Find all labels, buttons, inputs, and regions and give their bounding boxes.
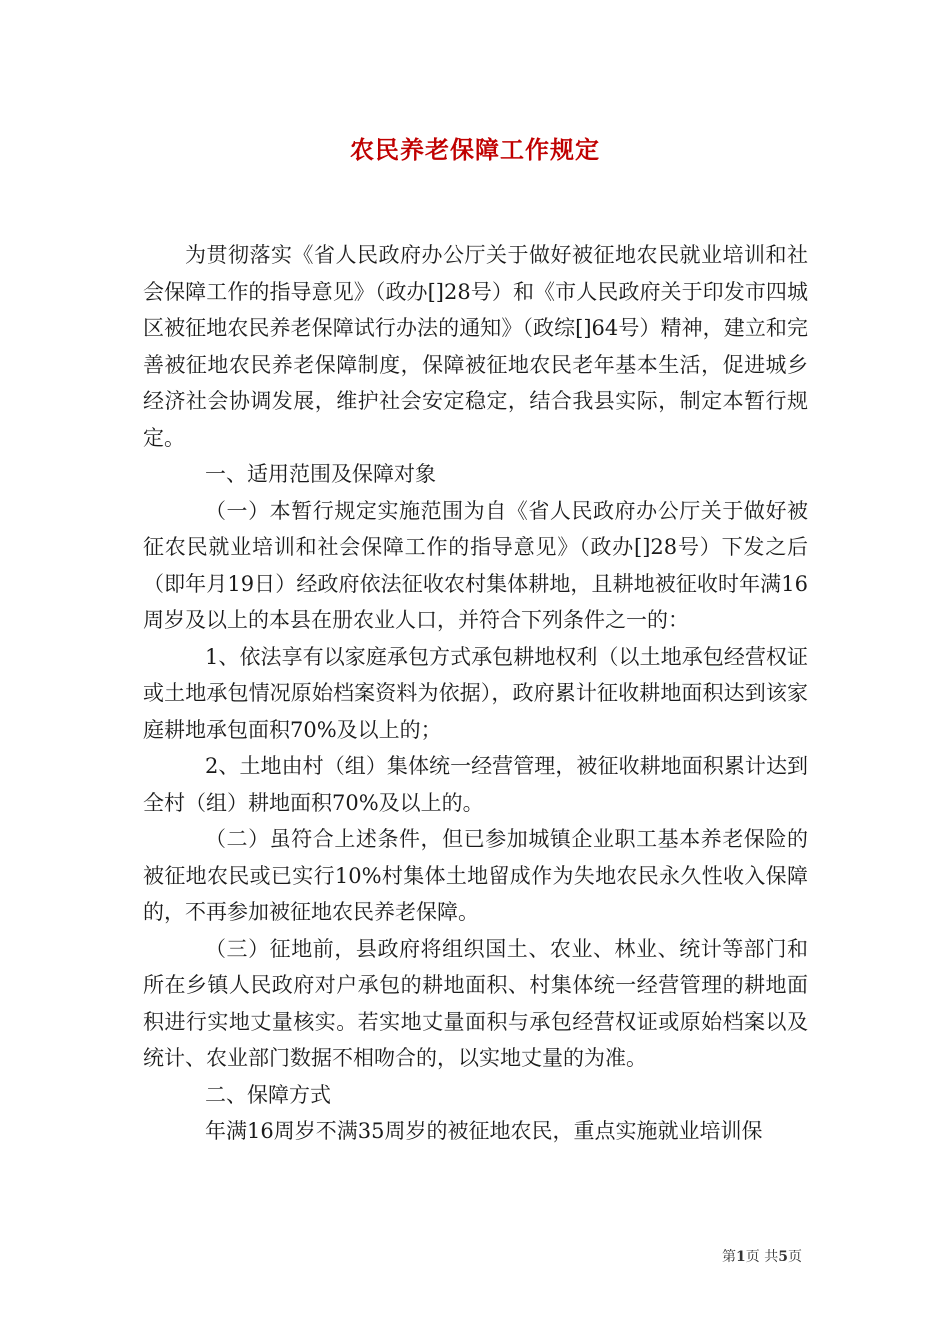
clause-3-paragraph: （三）征地前，县政府将组织国土、农业、林业、统计等部门和所在乡镇人民政府对户承包的耕地面积、村集体统一经营管理的耕地面积进行实地丈量核实。若实地丈量面积与承包经营权证或原始档案以及统计、农业部门数据不相吻合的，以实地丈量的为准。 [143, 936, 808, 1070]
footer-current-page: 1 [736, 1249, 746, 1265]
condition-2-paragraph: 2、土地由村（组）集体统一经营管理，被征收耕地面积累计达到全村（组）耕地面积70%及以上的。 [143, 754, 808, 815]
footer-prefix: 第 [722, 1249, 737, 1265]
clause-1-paragraph: （一）本暂行规定实施范围为自《省人民政府办公厅关于做好被征农民就业培训和社会保障工作的指导意见》（政办[]28号）下发之后（即年月19日）经政府依法征收农村集体耕地，且耕地被征收时年满16周岁及以上的本县在册农业人口，并符合下列条件之一的： [143, 498, 808, 632]
footer-middle: 页 共 [745, 1249, 779, 1265]
method-paragraph: 年满16周岁不满35周岁的被征地农民，重点实施就业培训保 [205, 1119, 763, 1143]
document-body [143, 237, 808, 1150]
footer-suffix: 页 [788, 1249, 802, 1265]
page-number-footer [722, 1246, 802, 1266]
document-title: 农民养老保障工作规定 [350, 135, 600, 164]
section-heading-method: 二、保障方式 [205, 1082, 331, 1107]
clause-2-paragraph: （二）虽符合上述条件，但已参加城镇企业职工基本养老保险的被征地农民或已实行10%村集体土地留成作为失地农民永久性收入保障的，不再参加被征地农民养老保障。 [143, 827, 808, 924]
intro-paragraph: 为贯彻落实《省人民政府办公厅关于做好被征地农民就业培训和社会保障工作的指导意见》（政办[]28号）和《市人民政府关于印发市四城区被征地农民养老保障试行办法的通知》（政综[]64号）精神，建立和完善被征地农民养老保障制度，保障被征地农民老年基本生活，促进城乡经济社会协调发展，维护社会安定稳定，结合我县实际，制定本暂行规定。 [143, 243, 808, 450]
condition-1-paragraph: 1、依法享有以家庭承包方式承包耕地权利（以土地承包经营权证或土地承包情况原始档案资料为依据），政府累计征收耕地面积达到该家庭耕地承包面积70%及以上的； [143, 644, 808, 742]
footer-total-pages: 5 [778, 1249, 788, 1265]
section-heading-scope: 一、适用范围及保障对象 [205, 462, 436, 486]
